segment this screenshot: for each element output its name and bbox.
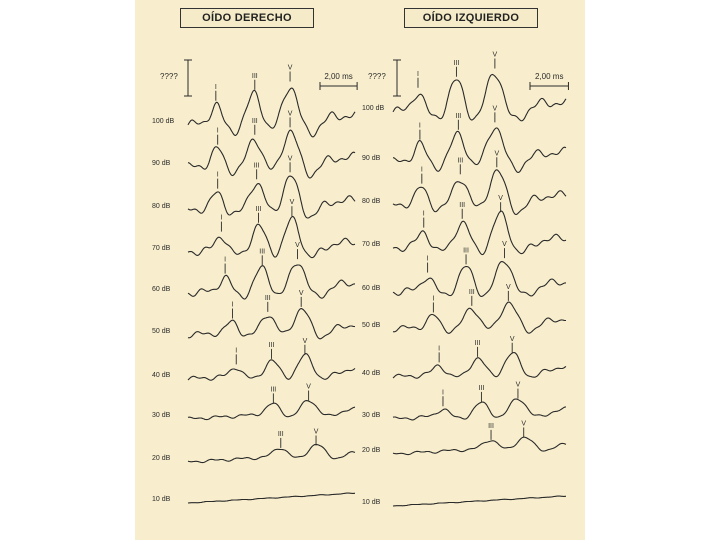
peak-label-v: V <box>295 242 300 250</box>
level-label: 10 dB <box>362 499 381 506</box>
peak-label-v: V <box>287 155 293 163</box>
peak-label-iii: III <box>453 59 460 67</box>
peak-label-i: I <box>420 166 423 174</box>
peak-label-v: V <box>287 64 293 72</box>
peak-label-v: V <box>306 383 311 391</box>
level-label: 60 dB <box>362 285 381 292</box>
level-label: 50 dB <box>152 328 171 335</box>
peak-label-i: I <box>426 255 429 263</box>
peak-label-iii: III <box>488 422 494 430</box>
peak-label-v: V <box>492 105 498 113</box>
level-label: 60 dB <box>152 286 171 293</box>
peak-label-i: I <box>216 127 219 135</box>
waveform-trace <box>393 75 566 121</box>
waveform-trace <box>188 493 355 503</box>
peak-label-iii: III <box>455 112 462 120</box>
peak-label-iii: III <box>259 248 266 256</box>
level-label: 90 dB <box>362 155 381 162</box>
peak-label-i: I <box>417 70 419 78</box>
peak-label-iii: III <box>457 157 464 165</box>
left-ear-title: OÍDO IZQUIERDO <box>404 8 538 28</box>
peak-label-v: V <box>313 428 319 436</box>
level-label: 30 dB <box>152 412 171 419</box>
amplitude-scale-label: ???? <box>160 72 178 81</box>
peak-label-i: I <box>442 389 444 397</box>
peak-label-i: I <box>432 295 435 303</box>
waveform-trace <box>188 445 355 463</box>
level-label: 20 dB <box>362 447 381 454</box>
waveform-trace <box>188 127 355 178</box>
peak-label-i: I <box>231 301 234 309</box>
waveform-trace <box>393 302 566 333</box>
peak-label-iii: III <box>463 247 469 255</box>
peak-label-i: I <box>422 210 425 218</box>
level-label: 50 dB <box>362 322 381 329</box>
waveform-trace <box>188 265 355 299</box>
peak-label-iii: III <box>255 205 262 213</box>
time-scale-label: 2,00 ms <box>534 72 564 81</box>
peak-label-iii: III <box>468 288 475 296</box>
level-label: 70 dB <box>152 245 171 252</box>
level-label: 80 dB <box>152 203 171 210</box>
waveform-trace <box>188 88 355 137</box>
peak-label-iii: III <box>268 341 275 349</box>
level-label: 30 dB <box>362 412 381 419</box>
peak-label-v: V <box>492 51 498 59</box>
waveform-trace <box>393 437 566 454</box>
peak-label-v: V <box>289 199 295 207</box>
amplitude-scale-label: ???? <box>368 72 386 81</box>
peak-label-iii: III <box>253 162 260 170</box>
level-label: 90 dB <box>152 160 171 167</box>
peak-label-v: V <box>494 150 500 158</box>
waveform-trace <box>188 401 355 420</box>
waveform-trace <box>188 214 355 258</box>
peak-label-v: V <box>298 289 304 297</box>
peak-label-v: V <box>287 110 293 118</box>
peak-label-i: I <box>438 345 441 353</box>
waveform-trace <box>188 176 355 218</box>
waveform-trace <box>393 128 566 172</box>
peak-label-i: I <box>418 122 421 130</box>
peak-label-v: V <box>521 420 527 428</box>
peak-label-v: V <box>498 195 503 203</box>
level-label: 40 dB <box>152 372 171 379</box>
peak-label-i: I <box>214 83 217 91</box>
waveform-trace <box>393 353 566 379</box>
peak-label-v: V <box>302 337 308 345</box>
peak-label-iii: III <box>264 294 271 302</box>
peak-label-i: I <box>235 347 238 355</box>
level-label: 10 dB <box>152 496 171 503</box>
peak-label-iii: III <box>251 72 258 80</box>
peak-label-v: V <box>502 241 507 249</box>
peak-label-iii: III <box>277 430 284 438</box>
peak-label-iii: III <box>474 339 481 347</box>
peak-label-v: V <box>515 381 521 389</box>
level-label: 100 dB <box>362 105 385 112</box>
right-ear-title: OÍDO DERECHO <box>180 8 314 28</box>
peak-label-iii: III <box>478 384 485 392</box>
waveform-trace <box>188 309 355 339</box>
level-label: 20 dB <box>152 455 171 462</box>
peak-label-v: V <box>505 283 511 291</box>
peak-label-i: I <box>216 171 219 179</box>
level-label: 70 dB <box>362 241 381 248</box>
peak-label-i: I <box>220 214 223 222</box>
waveform-trace <box>393 262 566 297</box>
peak-label-iii: III <box>251 117 258 125</box>
waveform-trace <box>393 170 566 215</box>
level-label: 40 dB <box>362 370 381 377</box>
peak-label-i: I <box>224 256 227 264</box>
waveform-trace <box>393 211 566 255</box>
level-label: 100 dB <box>152 118 175 125</box>
peak-label-iii: III <box>459 201 466 209</box>
peak-label-v: V <box>509 335 515 343</box>
time-scale-label: 2,00 ms <box>324 72 353 81</box>
level-label: 80 dB <box>362 198 381 205</box>
peak-label-iii: III <box>270 386 277 394</box>
waveform-trace <box>393 399 566 420</box>
waveform-trace <box>393 496 566 506</box>
